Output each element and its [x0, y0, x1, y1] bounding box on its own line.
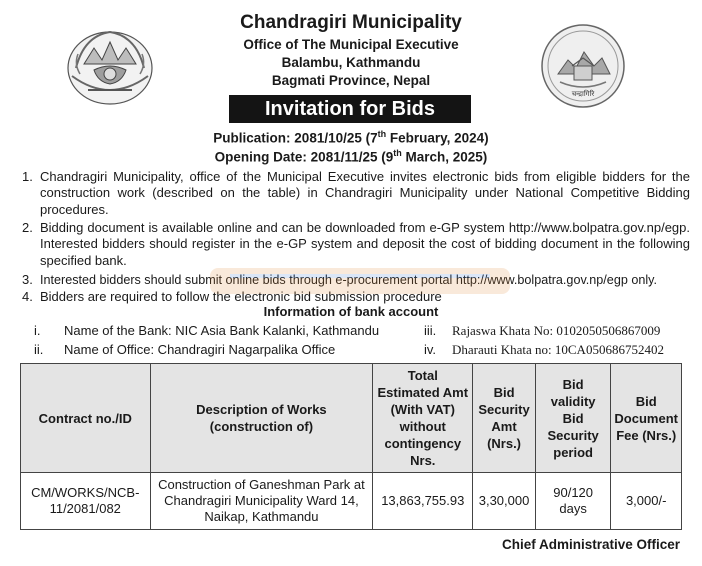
org-name: Chandragiri Municipality [240, 12, 462, 33]
cell-contract: CM/WORKS/NCB-11/2081/082 [21, 473, 151, 530]
bank-item-ii-num: ii. [34, 342, 44, 357]
table-header-row [21, 364, 682, 473]
col-contract: Contract no./ID [21, 364, 151, 473]
address-line-1: Balambu, Kathmandu [281, 55, 421, 70]
office-account-name: Name of Office: Chandragiri Nagarpalika Office [64, 342, 336, 357]
cell-validity: 90/120 days [535, 473, 611, 530]
publication-prefix: Publication: 2081/10/25 (7 [213, 130, 378, 146]
paragraph-number: 2. [22, 220, 33, 235]
cell-amount: 13,863,755.93 [373, 473, 473, 530]
publication-sup: th [377, 129, 387, 139]
opening-date [0, 148, 702, 165]
opening-prefix: Opening Date: 2081/11/25 (9 [214, 149, 394, 165]
bank-info-heading: Information of bank account [263, 304, 439, 319]
col-bid-security: Bid Security Amt (Nrs.) [473, 364, 536, 473]
bank-item-i-num: i. [34, 323, 41, 338]
cell-bid-security: 3,30,000 [473, 473, 536, 530]
invitation-banner: Invitation for Bids [229, 95, 471, 123]
col-amount: Total Estimated Amt (With VAT) without contingency Nrs. [373, 364, 473, 473]
opening-sup: th [393, 148, 402, 158]
col-description: Description of Works (construction of) [150, 364, 373, 473]
bank-item-iii-num: iii. [424, 323, 437, 338]
paragraph-text: Interested bidders should submit online bids through e-procurement portal http://www.bolpatra.gov.np/egp only. [40, 273, 657, 287]
bank-name: Name of the Bank: NIC Asia Bank Kalanki, Kathmandu [64, 323, 380, 338]
col-validity: Bid validity Bid Security period [535, 364, 611, 473]
bank-item-iv-num: iv. [424, 342, 437, 357]
paragraph-text: Chandragiri Municipality, office of the Municipal Executive invites electronic bids from eligible bidders for the construction work (described on the table) in Chandragiri Municipality under National Competitive Bidding procedures. [40, 169, 690, 217]
rajaswa-account: Rajaswa Khata No: 0102050506867009 [452, 323, 661, 338]
cell-description: Construction of Ganeshman Park at Chandragiri Municipality Ward 14, Naikap, Kathmandu [150, 473, 373, 530]
bid-table [20, 363, 682, 530]
address-line-2: Bagmati Province, Nepal [271, 73, 431, 88]
signatory: Chief Administrative Officer [501, 537, 680, 552]
office-name: Office of The Municipal Executive [243, 37, 459, 52]
publication-date [0, 129, 702, 146]
cell-fee: 3,000/- [611, 473, 682, 530]
col-fee: Bid Document Fee (Nrs.) [611, 364, 682, 473]
paragraph-number: 1. [22, 169, 33, 184]
logo-caption: चन्द्रागिरि [571, 90, 595, 98]
paragraph-number: 3. [22, 272, 33, 287]
opening-suffix: March, 2025) [401, 149, 488, 165]
table-row [21, 473, 682, 530]
paragraph-number: 4. [22, 289, 33, 304]
paragraph-text: Bidders are required to follow the electronic bid submission procedure [40, 289, 442, 304]
paragraph-text: Bidding document is available online and can be downloaded from e-GP system http://www.bolpatra.gov.np/egp. Interested bidders should register in the e-GP system and deposit the cost of bidding document in the following specified bank. [40, 220, 690, 268]
dharauti-account: Dharauti Khata no: 10CA050686752402 [452, 342, 664, 357]
publication-suffix: February, 2024) [386, 130, 489, 146]
